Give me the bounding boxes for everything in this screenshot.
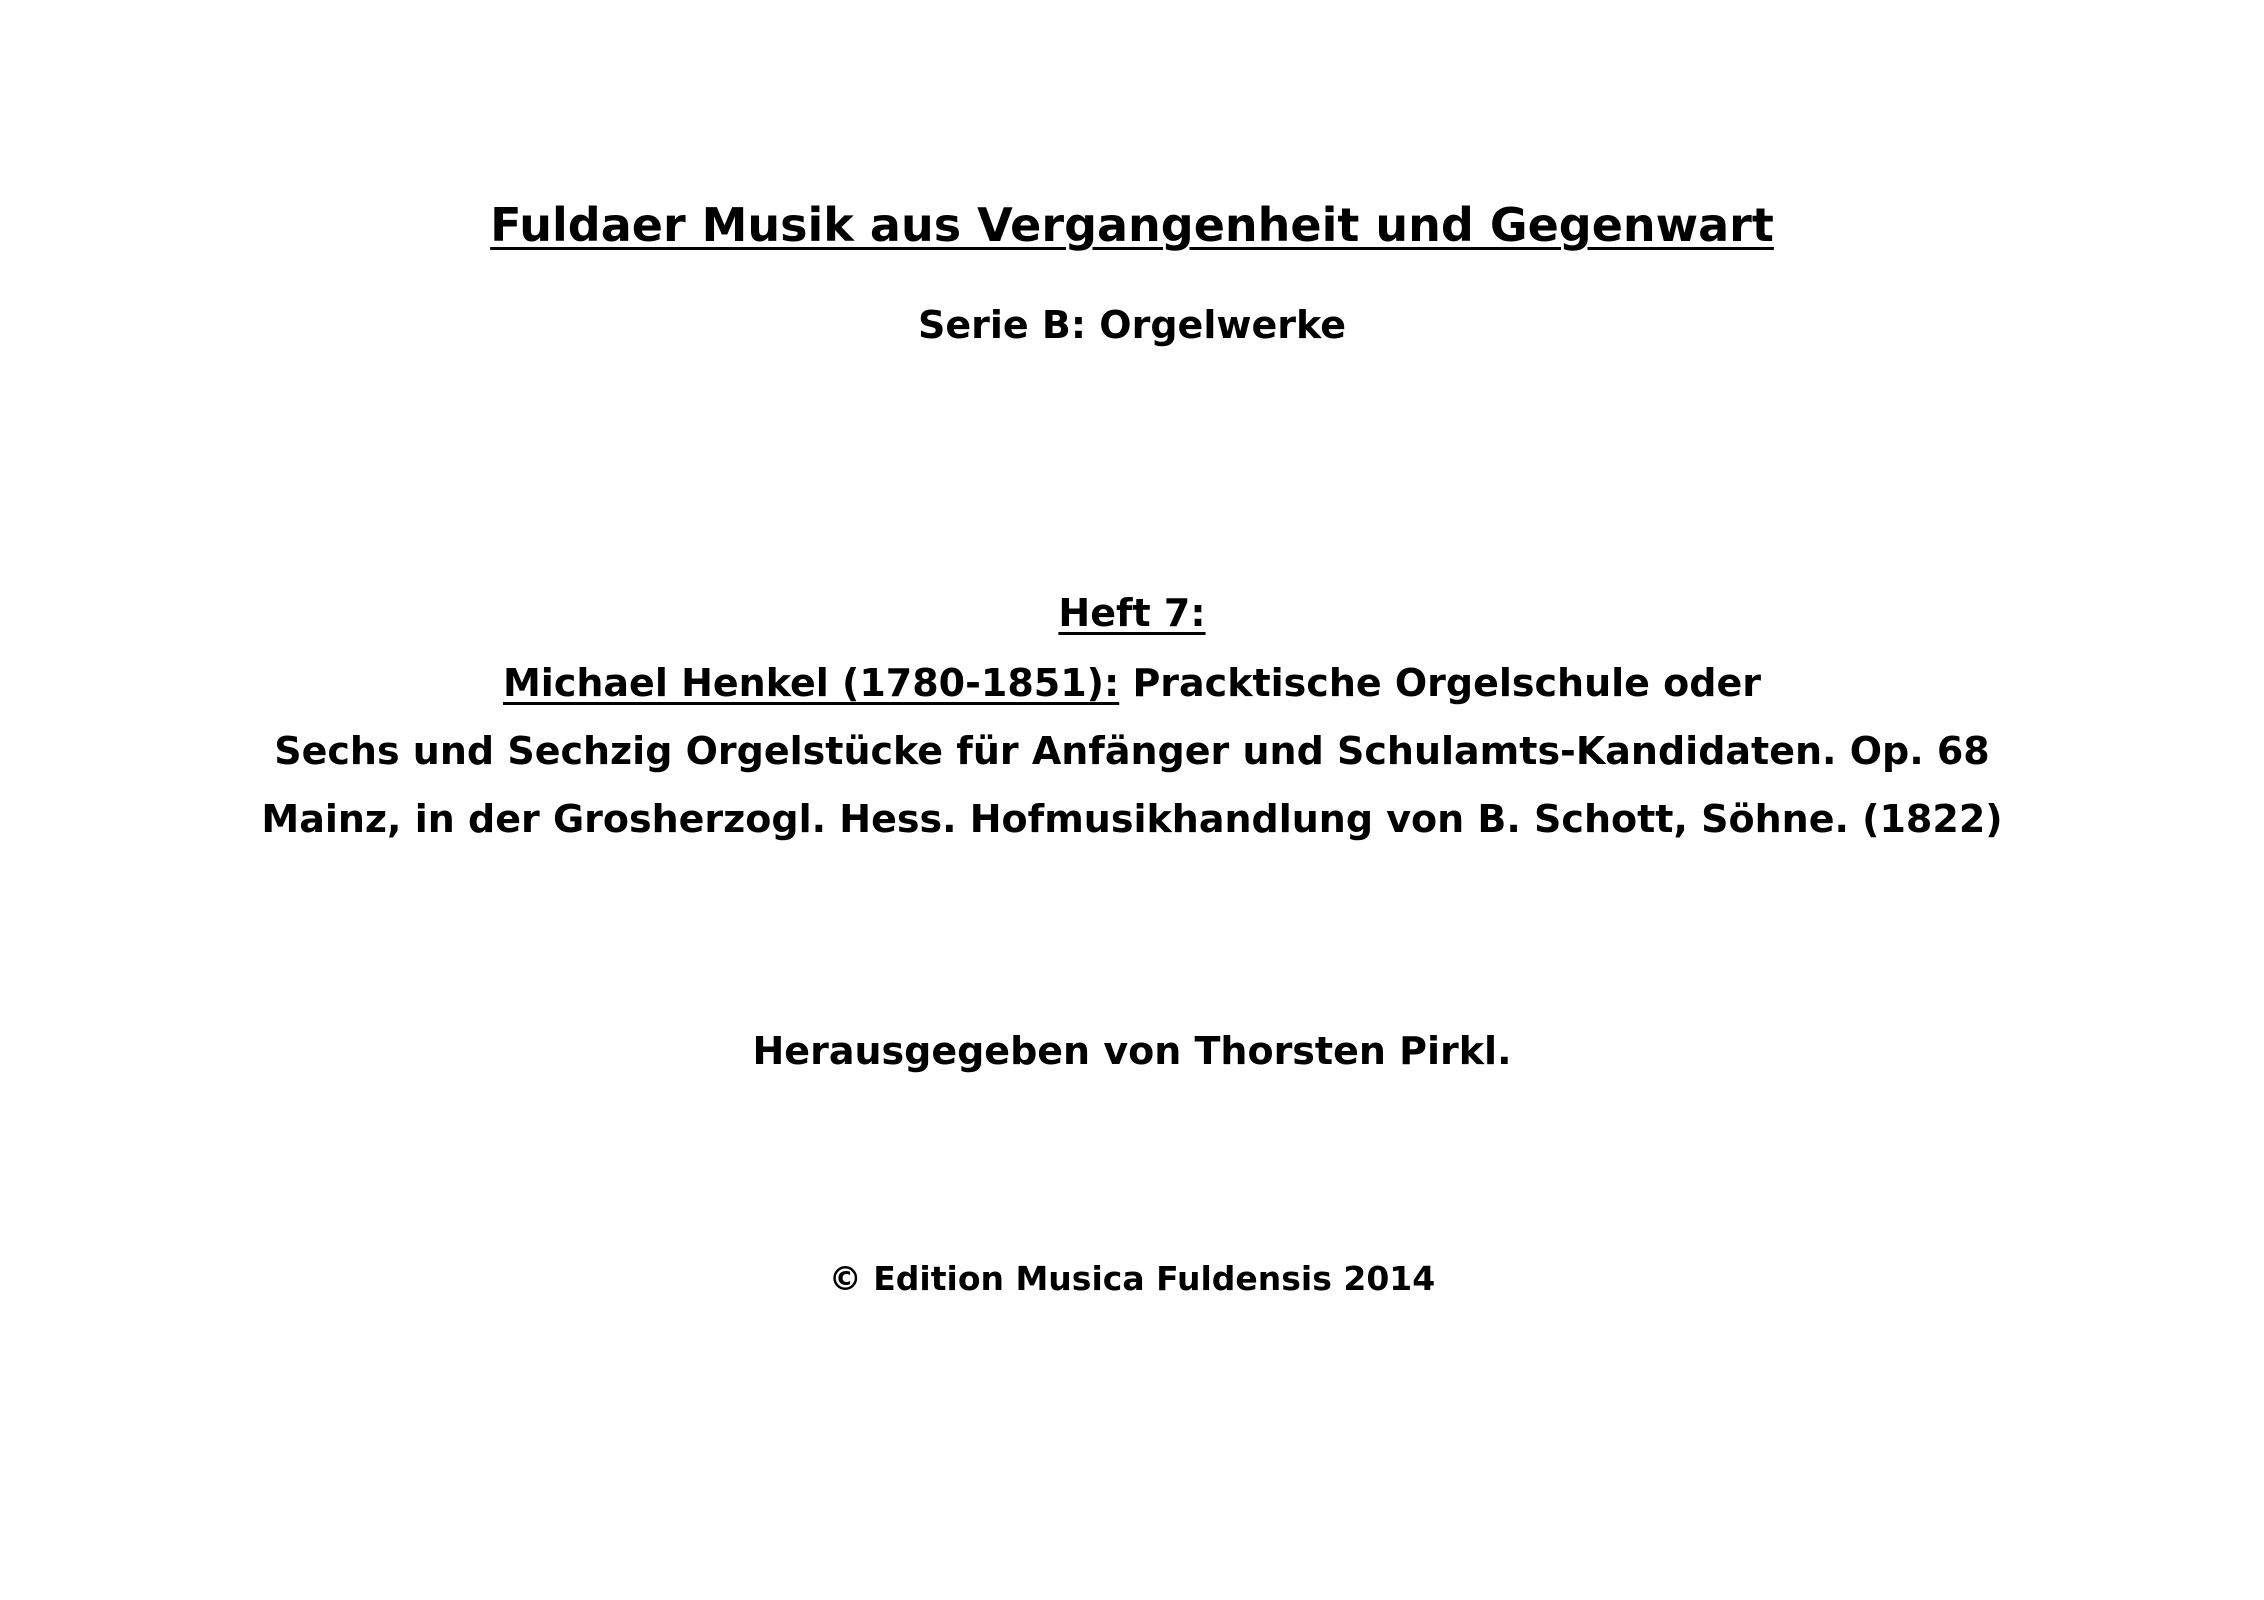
series-subtitle: Serie B: Orgelwerke (918, 303, 1346, 347)
copyright-line: © Edition Musica Fuldensis 2014 (828, 1259, 1436, 1298)
composer-line (0, 661, 2264, 705)
heft-label: Heft 7: (1058, 591, 1206, 635)
publisher-line: Mainz, in der Grosherzogl. Hess. Hofmusikhandlung von B. Schott, Söhne. (1822) (261, 797, 2003, 841)
work-subtitle: Sechs und Sechzig Orgelstücke für Anfänger und Schulamts-Kandidaten. Op. 68 (274, 729, 1990, 773)
editor-line: Herausgegeben von Thorsten Pirkl. (752, 1029, 1512, 1073)
composer-name: Michael Henkel (1780-1851): (502, 661, 1120, 705)
work-title: Pracktische Orgelschule oder (1119, 661, 1762, 705)
series-title: Fuldaer Musik aus Vergangenheit und Gegenwart (490, 198, 1774, 252)
